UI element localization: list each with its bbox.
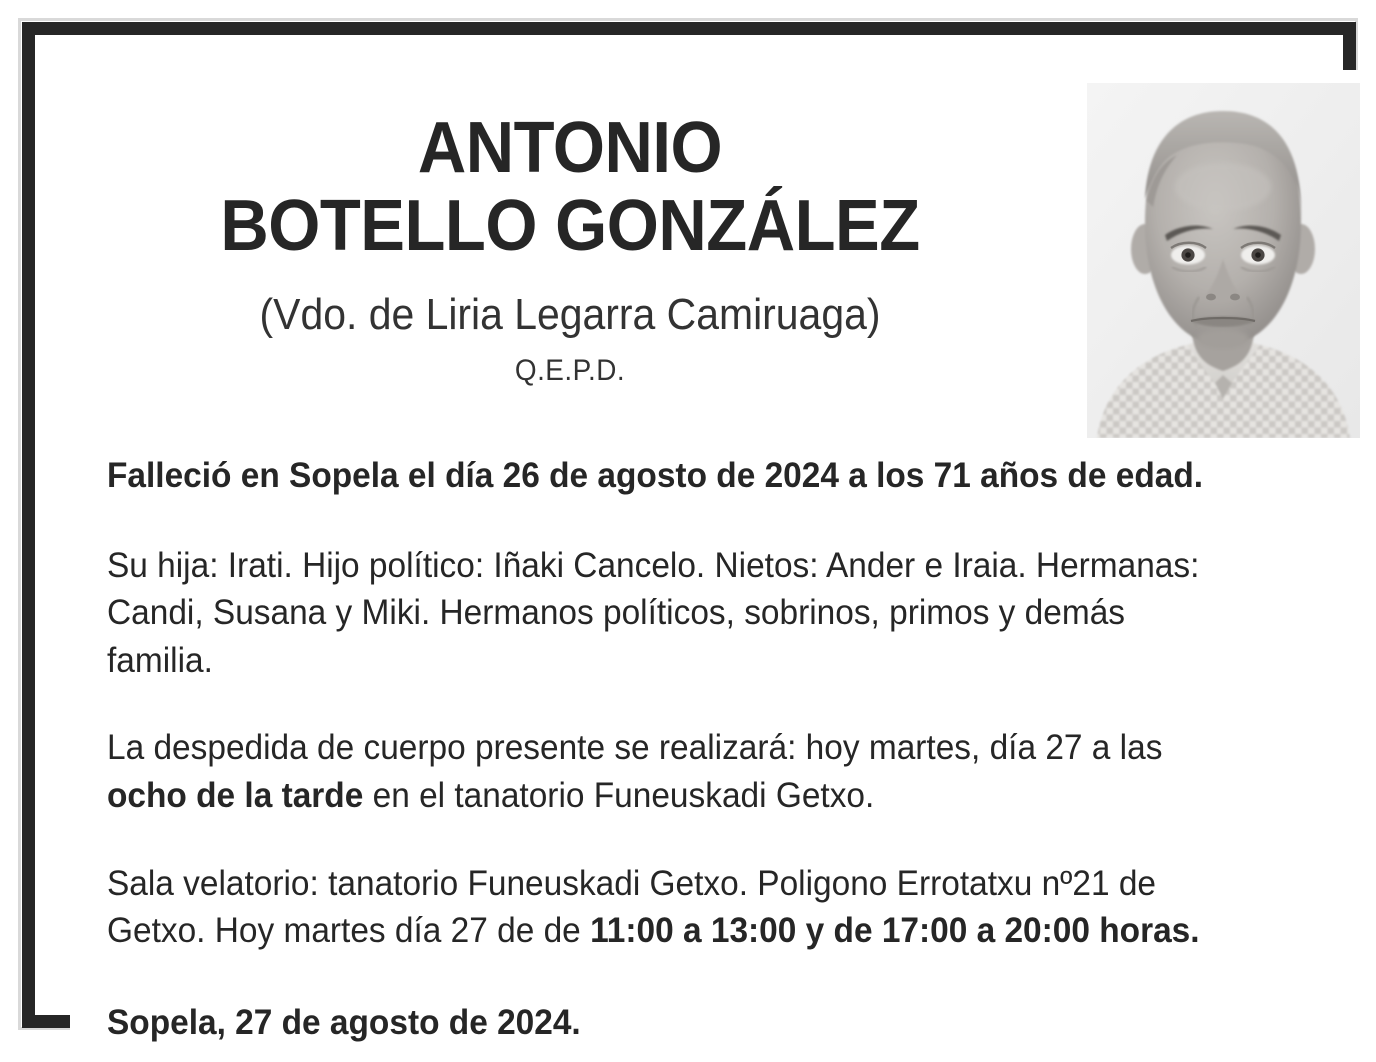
farewell-tail: en el tanatorio Funeuskadi Getxo. (363, 775, 875, 815)
family-paragraph: Su hija: Irati. Hijo político: Iñaki Cancelo. Nietos: Ander e Iraia. Hermanas: Candi, Susana y Miki. Hermanos políticos, sobrinos, primos y demás familia. (107, 545, 1200, 680)
wake-hours: 11:00 a 13:00 y de 17:00 a 20:00 horas. (590, 911, 1200, 951)
headline-block (70, 110, 1070, 389)
place-and-date: Sopela, 27 de agosto de 2024. (107, 1002, 581, 1042)
wake-lead: Sala velatorio: tanatorio Funeuskadi Getxo. Poligono Errotatxu nº21 de Getxo. Hoy martes día 27 de de (107, 863, 1157, 951)
body-copy (107, 452, 1262, 1046)
notice-inner-area (70, 70, 1376, 1050)
mourning-frame (22, 22, 1356, 1042)
wake-paragraph (107, 860, 1210, 955)
deceased-name-line-1: ANTONIO (417, 108, 723, 188)
farewell-paragraph (107, 724, 1210, 819)
death-statement: Falleció en Sopela el día 26 de agosto de 2024 a los 71 años de edad. (107, 456, 1204, 495)
spouse-note: (Vdo. de Liria Legarra Camiruaga) (259, 289, 881, 339)
farewell-time: ocho de la tarde (107, 775, 364, 815)
portrait-photo (1087, 83, 1360, 438)
portrait-image (1087, 83, 1360, 438)
deceased-name-line-2: BOTELLO GONZÁLEZ (220, 185, 920, 266)
qepd-abbreviation: Q.E.P.D. (514, 354, 626, 388)
farewell-lead: La despedida de cuerpo presente se realizará: hoy martes, día 27 a las (107, 728, 1163, 768)
